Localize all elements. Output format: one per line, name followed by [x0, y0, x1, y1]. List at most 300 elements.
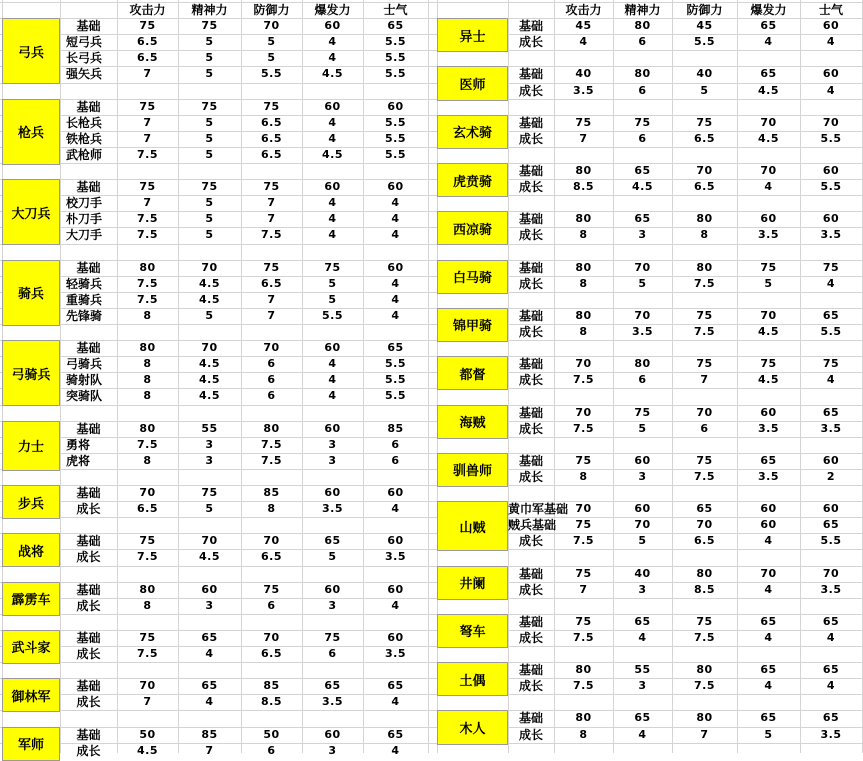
- value-cell[interactable]: 4.5: [758, 373, 779, 387]
- row-label-cell[interactable]: 成长: [76, 502, 101, 517]
- row-label-cell[interactable]: 成长: [518, 83, 543, 98]
- value-cell[interactable]: 75: [696, 357, 713, 371]
- value-cell[interactable]: 75: [201, 180, 218, 194]
- value-cell[interactable]: 80: [696, 212, 713, 226]
- row-label-cell[interactable]: 成长: [518, 421, 543, 436]
- value-cell[interactable]: 7.5: [573, 534, 594, 548]
- value-cell[interactable]: 7.5: [573, 630, 594, 644]
- row-label-cell[interactable]: 基础: [76, 341, 101, 356]
- value-cell[interactable]: 60: [634, 502, 651, 516]
- value-cell[interactable]: 6: [267, 357, 276, 371]
- value-cell[interactable]: 80: [139, 421, 156, 435]
- value-cell[interactable]: 70: [634, 260, 651, 274]
- value-cell[interactable]: 65: [324, 534, 341, 548]
- value-cell[interactable]: 5.5: [385, 357, 406, 371]
- value-cell[interactable]: 3: [328, 743, 337, 757]
- row-label-cell[interactable]: 基础: [518, 614, 543, 629]
- value-cell[interactable]: 5: [764, 727, 773, 741]
- value-cell[interactable]: 65: [822, 663, 840, 677]
- value-cell[interactable]: 75: [696, 308, 713, 322]
- unit-name-cell[interactable]: 战将: [2, 533, 60, 567]
- unit-name-cell[interactable]: 西凉骑: [437, 211, 508, 245]
- value-cell[interactable]: 70: [201, 341, 218, 355]
- value-cell[interactable]: 75: [822, 357, 840, 371]
- value-cell[interactable]: 4: [328, 228, 337, 242]
- value-cell[interactable]: 65: [324, 679, 341, 693]
- value-cell[interactable]: 75: [575, 453, 592, 467]
- value-cell[interactable]: 65: [760, 614, 777, 628]
- value-cell[interactable]: 6: [267, 373, 276, 387]
- row-label-cell[interactable]: 基础: [76, 486, 101, 500]
- unit-name-cell[interactable]: 都督: [437, 356, 508, 390]
- value-cell[interactable]: 4: [826, 679, 836, 693]
- value-cell[interactable]: 75: [634, 115, 651, 129]
- value-cell[interactable]: 75: [822, 260, 840, 274]
- value-cell[interactable]: 60: [822, 19, 840, 33]
- value-cell[interactable]: 4.5: [199, 276, 220, 290]
- value-cell[interactable]: 70: [696, 405, 713, 419]
- value-cell[interactable]: 75: [575, 518, 592, 532]
- unit-name-cell[interactable]: 武斗家: [2, 630, 60, 664]
- value-cell[interactable]: 3.5: [758, 421, 779, 435]
- value-cell[interactable]: 6.5: [261, 647, 282, 660]
- value-cell[interactable]: 7.5: [137, 292, 158, 306]
- unit-name-cell[interactable]: 井阑: [437, 566, 508, 600]
- value-cell[interactable]: 8: [579, 727, 588, 741]
- value-cell[interactable]: 3.5: [820, 582, 842, 596]
- value-cell[interactable]: 7: [143, 67, 152, 81]
- row-label-cell[interactable]: 长枪兵: [66, 115, 103, 130]
- value-cell[interactable]: 75: [696, 614, 713, 628]
- unit-name-cell[interactable]: 虎贲骑: [437, 163, 508, 197]
- row-label-cell[interactable]: 成长: [518, 534, 543, 549]
- value-cell[interactable]: 75: [263, 260, 280, 274]
- value-cell[interactable]: 3.5: [820, 727, 842, 741]
- value-cell[interactable]: 6.5: [694, 534, 715, 548]
- value-cell[interactable]: 70: [696, 518, 713, 532]
- row-label-cell[interactable]: 重骑兵: [66, 292, 103, 307]
- value-cell[interactable]: 6.5: [137, 502, 158, 516]
- value-cell[interactable]: 8: [143, 357, 152, 371]
- value-cell[interactable]: 70: [822, 115, 840, 129]
- value-cell[interactable]: 8: [579, 325, 588, 338]
- row-label-cell[interactable]: 贼兵基础: [508, 518, 557, 533]
- value-cell[interactable]: 7: [579, 131, 588, 145]
- value-cell[interactable]: 5: [205, 228, 214, 242]
- unit-name-cell[interactable]: 弩车: [437, 614, 508, 648]
- row-label-cell[interactable]: 大刀手: [66, 228, 103, 243]
- value-cell[interactable]: 50: [263, 727, 280, 741]
- value-cell[interactable]: 7.5: [573, 421, 594, 435]
- value-cell[interactable]: 7.5: [261, 437, 282, 451]
- value-cell[interactable]: 4: [391, 292, 400, 306]
- value-cell[interactable]: 60: [822, 212, 840, 226]
- value-cell[interactable]: 80: [575, 260, 592, 274]
- value-cell[interactable]: 60: [760, 502, 777, 516]
- value-cell[interactable]: 4.5: [758, 131, 779, 145]
- value-cell[interactable]: 5: [205, 35, 214, 49]
- unit-name-cell[interactable]: 军师: [2, 727, 60, 761]
- row-label-cell[interactable]: 成长: [518, 582, 543, 597]
- value-cell[interactable]: 65: [387, 727, 404, 741]
- value-cell[interactable]: 4: [328, 35, 337, 49]
- value-cell[interactable]: 60: [387, 534, 404, 548]
- row-label-cell[interactable]: 基础: [76, 679, 101, 694]
- value-cell[interactable]: 75: [324, 260, 341, 274]
- value-cell[interactable]: 75: [696, 453, 713, 467]
- value-cell[interactable]: 5: [267, 35, 276, 49]
- value-cell[interactable]: 75: [201, 99, 218, 113]
- value-cell[interactable]: 3.5: [820, 228, 842, 242]
- value-cell[interactable]: 7: [700, 727, 709, 741]
- value-cell[interactable]: 80: [696, 663, 713, 677]
- value-cell[interactable]: 4: [826, 83, 836, 97]
- value-cell[interactable]: 8: [143, 389, 152, 403]
- value-cell[interactable]: 75: [760, 260, 777, 274]
- row-label-cell[interactable]: 成长: [76, 550, 101, 565]
- value-cell[interactable]: 5: [205, 147, 214, 161]
- value-cell[interactable]: 60: [324, 99, 341, 113]
- value-cell[interactable]: 75: [575, 115, 592, 129]
- value-cell[interactable]: 60: [324, 582, 341, 596]
- value-cell[interactable]: 70: [760, 164, 777, 177]
- row-label-cell[interactable]: 短弓兵: [66, 35, 103, 50]
- value-cell[interactable]: 7.5: [137, 276, 158, 290]
- value-cell[interactable]: 8.5: [261, 695, 282, 709]
- value-cell[interactable]: 4.5: [758, 83, 779, 97]
- value-cell[interactable]: 7.5: [137, 212, 158, 226]
- value-cell[interactable]: 4: [826, 276, 836, 290]
- value-cell[interactable]: 4: [391, 308, 400, 322]
- value-cell[interactable]: 80: [139, 582, 156, 596]
- value-cell[interactable]: 7.5: [137, 647, 158, 660]
- value-cell[interactable]: 3: [328, 598, 337, 612]
- value-cell[interactable]: 6: [328, 647, 337, 660]
- value-cell[interactable]: 70: [696, 164, 713, 177]
- value-cell[interactable]: 70: [139, 486, 156, 499]
- value-cell[interactable]: 5.5: [261, 67, 282, 81]
- value-cell[interactable]: 40: [696, 67, 713, 81]
- value-cell[interactable]: 65: [387, 19, 404, 33]
- value-cell[interactable]: 6: [267, 389, 276, 403]
- value-cell[interactable]: 8: [579, 228, 588, 242]
- value-cell[interactable]: 5: [267, 51, 276, 65]
- value-cell[interactable]: 80: [575, 711, 592, 725]
- value-cell[interactable]: 70: [634, 518, 651, 532]
- value-cell[interactable]: 65: [201, 679, 218, 693]
- value-cell[interactable]: 5.5: [820, 325, 842, 338]
- value-cell[interactable]: 5.5: [385, 147, 406, 161]
- row-label-cell[interactable]: 基础: [518, 663, 543, 678]
- value-cell[interactable]: 5: [328, 276, 337, 290]
- value-cell[interactable]: 5.5: [385, 115, 406, 129]
- value-cell[interactable]: 5: [205, 212, 214, 226]
- unit-name-cell[interactable]: 大刀兵: [2, 179, 60, 245]
- value-cell[interactable]: 70: [201, 260, 218, 274]
- value-cell[interactable]: 3.5: [322, 695, 343, 709]
- row-label-cell[interactable]: 基础: [518, 453, 543, 468]
- value-cell[interactable]: 8: [143, 308, 152, 322]
- value-cell[interactable]: 7.5: [573, 679, 594, 693]
- row-label-cell[interactable]: 成长: [518, 679, 543, 694]
- unit-name-cell[interactable]: 弓兵: [2, 18, 60, 84]
- row-label-cell[interactable]: 基础: [76, 260, 101, 275]
- value-cell[interactable]: 3.5: [385, 550, 406, 564]
- value-cell[interactable]: 4.5: [199, 373, 220, 387]
- row-label-cell[interactable]: 成长: [518, 35, 543, 50]
- value-cell[interactable]: 80: [263, 421, 280, 435]
- value-cell[interactable]: 3.5: [758, 228, 779, 242]
- value-cell[interactable]: 75: [575, 614, 592, 628]
- row-label-cell[interactable]: 成长: [518, 469, 543, 484]
- value-cell[interactable]: 4: [391, 695, 400, 709]
- value-cell[interactable]: 75: [696, 115, 713, 129]
- row-label-cell[interactable]: 成长: [518, 276, 543, 291]
- value-cell[interactable]: 65: [634, 711, 651, 725]
- value-cell[interactable]: 5.5: [385, 67, 406, 81]
- row-label-cell[interactable]: 先锋骑: [66, 308, 103, 323]
- row-label-cell[interactable]: 校刀手: [66, 196, 103, 211]
- row-label-cell[interactable]: 成长: [518, 228, 543, 243]
- row-label-cell[interactable]: 勇将: [66, 437, 91, 452]
- value-cell[interactable]: 60: [822, 453, 840, 467]
- unit-name-cell[interactable]: 御林军: [2, 678, 60, 712]
- value-cell[interactable]: 5: [205, 131, 214, 145]
- value-cell[interactable]: 7.5: [137, 228, 158, 242]
- value-cell[interactable]: 75: [139, 99, 156, 113]
- value-cell[interactable]: 60: [387, 582, 404, 596]
- row-label-cell[interactable]: 虎将: [66, 453, 91, 468]
- row-label-cell[interactable]: 基础: [518, 711, 543, 726]
- unit-name-cell[interactable]: 木人: [437, 710, 508, 744]
- value-cell[interactable]: 75: [201, 486, 218, 499]
- row-label-cell[interactable]: 基础: [518, 566, 543, 581]
- value-cell[interactable]: 80: [634, 19, 651, 33]
- value-cell[interactable]: 80: [696, 260, 713, 274]
- value-cell[interactable]: 70: [822, 566, 840, 580]
- row-label-cell[interactable]: 基础: [76, 421, 101, 436]
- row-label-cell[interactable]: 基础: [518, 19, 543, 34]
- value-cell[interactable]: 5: [638, 276, 647, 290]
- value-cell[interactable]: 7: [143, 115, 152, 129]
- value-cell[interactable]: 80: [575, 212, 592, 226]
- value-cell[interactable]: 80: [139, 341, 156, 355]
- value-cell[interactable]: 65: [822, 308, 840, 322]
- unit-name-cell[interactable]: 枪兵: [2, 99, 60, 165]
- unit-name-cell[interactable]: 力士: [2, 421, 60, 471]
- value-cell[interactable]: 3.5: [758, 469, 779, 483]
- value-cell[interactable]: 5.5: [820, 534, 842, 548]
- value-cell[interactable]: 60: [387, 630, 404, 644]
- value-cell[interactable]: 3.5: [820, 421, 842, 435]
- value-cell[interactable]: 7.5: [694, 679, 715, 693]
- value-cell[interactable]: 7: [579, 582, 588, 596]
- value-cell[interactable]: 4: [391, 196, 400, 210]
- value-cell[interactable]: 6: [638, 83, 647, 97]
- row-label-cell[interactable]: 成长: [76, 647, 101, 661]
- value-cell[interactable]: 60: [324, 180, 341, 194]
- value-cell[interactable]: 70: [139, 679, 156, 693]
- value-cell[interactable]: 8.5: [694, 582, 715, 596]
- value-cell[interactable]: 4: [328, 196, 337, 210]
- row-label-cell[interactable]: 基础: [518, 405, 543, 420]
- value-cell[interactable]: 75: [139, 630, 156, 644]
- value-cell[interactable]: 80: [575, 308, 592, 322]
- value-cell[interactable]: 70: [263, 341, 280, 355]
- value-cell[interactable]: 70: [263, 19, 280, 33]
- row-label-cell[interactable]: 铁枪兵: [66, 131, 103, 146]
- value-cell[interactable]: 75: [139, 19, 156, 33]
- value-cell[interactable]: 70: [201, 534, 218, 548]
- value-cell[interactable]: 80: [139, 260, 156, 274]
- value-cell[interactable]: 75: [263, 180, 280, 194]
- value-cell[interactable]: 65: [634, 164, 651, 177]
- value-cell[interactable]: 3.5: [385, 647, 406, 660]
- value-cell[interactable]: 55: [201, 421, 218, 435]
- row-label-cell[interactable]: 基础: [76, 19, 101, 34]
- unit-name-cell[interactable]: 骑兵: [2, 260, 60, 326]
- value-cell[interactable]: 7: [143, 196, 152, 210]
- value-cell[interactable]: 6: [391, 437, 400, 451]
- value-cell[interactable]: 3.5: [632, 325, 653, 338]
- unit-name-cell[interactable]: 步兵: [2, 485, 60, 519]
- value-cell[interactable]: 60: [760, 405, 777, 419]
- value-cell[interactable]: 4: [764, 534, 773, 548]
- value-cell[interactable]: 4: [391, 276, 400, 290]
- value-cell[interactable]: 4: [391, 228, 400, 242]
- value-cell[interactable]: 4.5: [322, 147, 343, 161]
- value-cell[interactable]: 4: [826, 373, 836, 387]
- value-cell[interactable]: 5: [205, 51, 214, 65]
- value-cell[interactable]: 4: [328, 357, 337, 371]
- value-cell[interactable]: 60: [324, 421, 341, 435]
- row-label-cell[interactable]: 突骑队: [66, 389, 103, 404]
- value-cell[interactable]: 4.5: [632, 180, 653, 194]
- value-cell[interactable]: 70: [760, 115, 777, 129]
- value-cell[interactable]: 7.5: [694, 325, 715, 338]
- value-cell[interactable]: 5.5: [820, 131, 842, 145]
- row-label-cell[interactable]: 轻骑兵: [66, 276, 103, 291]
- value-cell[interactable]: 6.5: [694, 180, 715, 194]
- row-label-cell[interactable]: 成长: [518, 131, 543, 146]
- value-cell[interactable]: 7.5: [694, 276, 715, 290]
- value-cell[interactable]: 6: [391, 453, 400, 467]
- value-cell[interactable]: 3: [205, 598, 214, 612]
- unit-name-cell[interactable]: 异士: [437, 18, 508, 52]
- value-cell[interactable]: 5.5: [385, 373, 406, 387]
- value-cell[interactable]: 4.5: [199, 357, 220, 371]
- value-cell[interactable]: 7.5: [261, 228, 282, 242]
- value-cell[interactable]: 75: [201, 19, 218, 33]
- value-cell[interactable]: 3: [328, 437, 337, 451]
- value-cell[interactable]: 60: [387, 260, 404, 274]
- value-cell[interactable]: 65: [387, 341, 404, 355]
- unit-name-cell[interactable]: 霹雳车: [2, 582, 60, 616]
- row-label-cell[interactable]: 基础: [76, 582, 101, 597]
- unit-name-cell[interactable]: 锦甲骑: [437, 308, 508, 342]
- value-cell[interactable]: 75: [575, 566, 592, 580]
- value-cell[interactable]: 65: [760, 453, 777, 467]
- value-cell[interactable]: 7.5: [137, 437, 158, 451]
- value-cell[interactable]: 80: [634, 67, 651, 81]
- value-cell[interactable]: 70: [263, 630, 280, 644]
- value-cell[interactable]: 60: [760, 518, 777, 532]
- value-cell[interactable]: 5: [638, 421, 647, 435]
- value-cell[interactable]: 70: [760, 308, 777, 322]
- value-cell[interactable]: 7: [700, 373, 709, 387]
- value-cell[interactable]: 4: [764, 630, 773, 644]
- value-cell[interactable]: 60: [822, 502, 840, 516]
- value-cell[interactable]: 60: [324, 341, 341, 355]
- value-cell[interactable]: 6.5: [261, 147, 282, 161]
- value-cell[interactable]: 4: [391, 502, 400, 516]
- value-cell[interactable]: 4: [579, 35, 588, 49]
- value-cell[interactable]: 60: [324, 727, 341, 741]
- value-cell[interactable]: 8: [143, 373, 152, 387]
- value-cell[interactable]: 5: [205, 67, 214, 81]
- value-cell[interactable]: 4: [328, 212, 337, 226]
- value-cell[interactable]: 4: [328, 51, 337, 65]
- row-label-cell[interactable]: 基础: [518, 260, 543, 275]
- value-cell[interactable]: 4: [764, 679, 773, 693]
- value-cell[interactable]: 4: [391, 212, 400, 226]
- value-cell[interactable]: 65: [822, 405, 840, 419]
- value-cell[interactable]: 85: [201, 727, 218, 741]
- value-cell[interactable]: 75: [263, 99, 280, 113]
- row-label-cell[interactable]: 武枪师: [66, 147, 103, 162]
- row-label-cell[interactable]: 基础: [518, 67, 543, 82]
- value-cell[interactable]: 5.5: [385, 35, 406, 49]
- row-label-cell[interactable]: 成长: [76, 598, 101, 613]
- unit-name-cell[interactable]: 医师: [437, 66, 508, 100]
- row-label-cell[interactable]: 成长: [518, 373, 543, 388]
- value-cell[interactable]: 5.5: [820, 180, 842, 194]
- value-cell[interactable]: 6.5: [261, 131, 282, 145]
- value-cell[interactable]: 70: [575, 502, 592, 516]
- row-label-cell[interactable]: 黄巾军基础: [508, 502, 569, 517]
- value-cell[interactable]: 5: [700, 83, 709, 97]
- value-cell[interactable]: 7.5: [694, 630, 715, 644]
- value-cell[interactable]: 8: [700, 228, 709, 242]
- value-cell[interactable]: 4: [638, 630, 647, 644]
- value-cell[interactable]: 65: [201, 630, 218, 644]
- value-cell[interactable]: 5: [328, 292, 337, 306]
- value-cell[interactable]: 4: [328, 131, 337, 145]
- value-cell[interactable]: 65: [822, 518, 840, 532]
- value-cell[interactable]: 80: [575, 164, 592, 177]
- value-cell[interactable]: 60: [760, 212, 777, 226]
- value-cell[interactable]: 75: [263, 582, 280, 596]
- value-cell[interactable]: 4: [826, 35, 836, 49]
- value-cell[interactable]: 4: [391, 743, 400, 757]
- value-cell[interactable]: 65: [760, 663, 777, 677]
- value-cell[interactable]: 3: [638, 582, 647, 596]
- value-cell[interactable]: 5.5: [385, 131, 406, 145]
- row-label-cell[interactable]: 弓骑兵: [66, 357, 103, 372]
- value-cell[interactable]: 4: [826, 630, 836, 644]
- value-cell[interactable]: 70: [634, 308, 651, 322]
- value-cell[interactable]: 5: [205, 502, 214, 516]
- value-cell[interactable]: 60: [822, 67, 840, 81]
- value-cell[interactable]: 65: [822, 711, 840, 725]
- value-cell[interactable]: 65: [760, 67, 777, 81]
- value-cell[interactable]: 60: [387, 99, 404, 113]
- value-cell[interactable]: 65: [760, 711, 777, 725]
- row-label-cell[interactable]: 基础: [518, 115, 543, 130]
- value-cell[interactable]: 6.5: [137, 51, 158, 65]
- row-label-cell[interactable]: 基础: [76, 534, 101, 549]
- value-cell[interactable]: 8: [267, 502, 276, 516]
